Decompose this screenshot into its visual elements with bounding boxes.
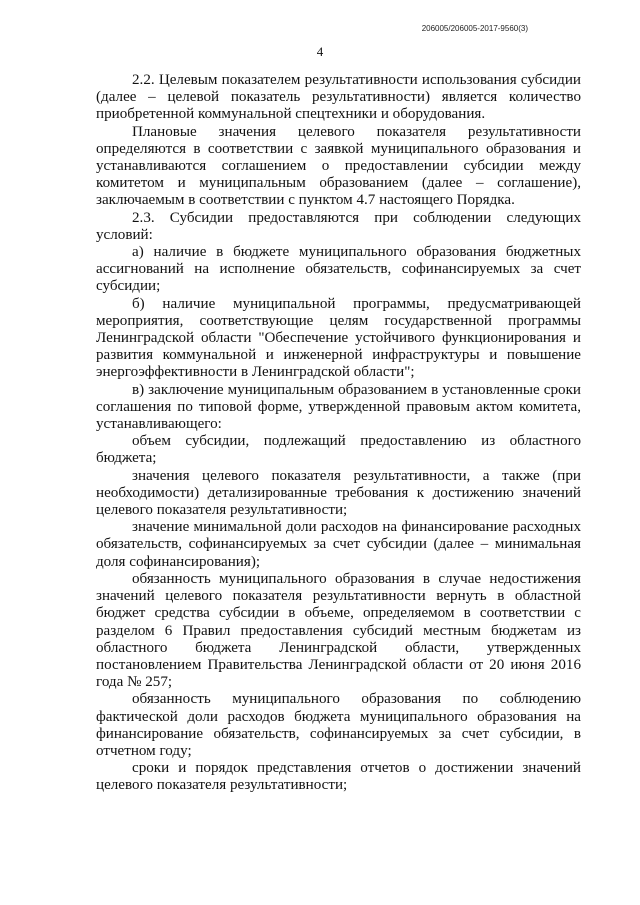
paragraph-2-2: 2.2. Целевым показателем результативности использования субсидии (далее – целевой показатель результативности) является количество приобретенной коммунальной спецтехники и оборудования. [96, 72, 581, 123]
paragraph-condition-v: в) заключение муниципальным образованием в установленные сроки соглашения по типовой форме, утвержденной правовым актом комитета, устанавливающего: [96, 381, 581, 433]
paragraph-planned-values: Плановые значения целевого показателя результативности определяются в соответствии с заявкой муниципального образования и устанавливаются соглашением о предоставлении субсидии между комитетом и муниципальным образованием (далее – соглашение), заключаемым в соответствии с пунктом 4.7 настоящего Порядка. [96, 123, 581, 209]
paragraph-return-obligation: обязанность муниципального образования в случае недостижения значений целевого показателя результативности вернуть в областной бюджет средства субсидии в объеме, определяемом в соответствии с разделом 6 Правил предоставления субсидий местным бюджетам из областного бюджета Ленинградской области, утвержденных постановлением Правительства Ленинградской области от 20 июня 2016 года № 257; [96, 570, 581, 691]
paragraph-min-share: значение минимальной доли расходов на финансирование расходных обязательств, софинансируемых за счет субсидии (далее – минимальная доля софинансирования); [96, 519, 581, 570]
paragraph-actual-share: обязанность муниципального образования по соблюдению фактической доли расходов бюджета муниципального образования на финансирование обязательств, софинансируемых за счет субсидии, в отчетном году; [96, 691, 581, 759]
paragraph-condition-a: а) наличие в бюджете муниципального образования бюджетных ассигнований на исполнение обязательств, софинансируемых за счет субсидии; [96, 244, 581, 295]
paragraph-reporting: сроки и порядок представления отчетов о достижении значений целевого показателя результативности; [96, 760, 581, 794]
paragraph-condition-b: б) наличие муниципальной программы, предусматривающей мероприятия, соответствующие целям государственной программы Ленинградской области "Обеспечение устойчивого функционирования и развития коммунальной и инженерной инфраструктуры и повышение энергоэффективности в Ленинградской области"; [96, 295, 581, 381]
page-number: 4 [316, 44, 324, 59]
paragraph-2-3: 2.3. Субсидии предоставляются при соблюдении следующих условий: [96, 209, 581, 243]
document-body [96, 72, 581, 795]
paragraph-target-values: значения целевого показателя результативности, а также (при необходимости) детализированные требования к достижению значений целевого показателя результативности; [96, 467, 581, 519]
paragraph-subsidy-volume: объем субсидии, подлежащий предоставлению из областного бюджета; [96, 433, 581, 467]
document-id: 206005/206005-2017-9560(3) [421, 24, 528, 33]
